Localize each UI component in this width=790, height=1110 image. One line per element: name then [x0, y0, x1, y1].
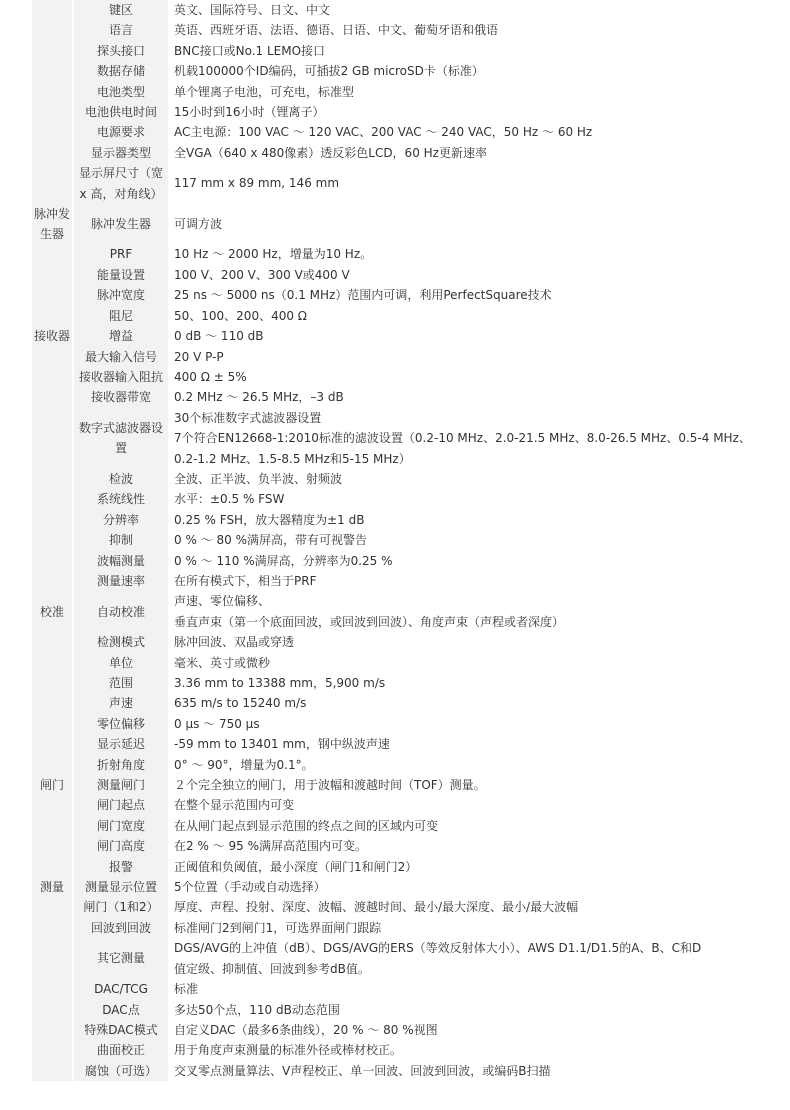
spec-value-cell: [169, 836, 758, 856]
spec-table: [32, 0, 758, 1081]
category-cell: [32, 510, 73, 530]
spec-value: 机载100000个ID编码，可插拔2 GB microSD卡（标准）: [174, 64, 484, 79]
spec-value: 垂直声束（第一个底面回波，或回波到回波）、角度声束（声程或者深度）: [174, 614, 565, 629]
spec-row: [32, 714, 758, 734]
spec-value: 在2 % ～ 95 %满屏高范围内可变。: [174, 839, 367, 854]
category-cell: [32, 204, 73, 244]
spec-value-cell: [169, 489, 758, 509]
spec-value-cell: [169, 367, 758, 387]
spec-value-cell: [169, 510, 758, 530]
spec-value-cell: [169, 755, 758, 775]
spec-name: 折射角度: [96, 757, 145, 772]
spec-name: 语言: [108, 23, 133, 38]
spec-name: 范围: [108, 676, 133, 690]
spec-name-cell: [73, 387, 169, 407]
category-cell: [32, 816, 73, 836]
spec-name: 显示延迟: [96, 737, 145, 752]
spec-name-cell: [73, 673, 169, 693]
category-cell: [32, 122, 73, 142]
spec-value: 30个标准数字式滤波器设置: [174, 410, 322, 425]
spec-row: [32, 897, 758, 917]
spec-name: 特殊DAC模式: [84, 1022, 158, 1037]
spec-name: 显示屏尺寸（宽 x 高，对角线）: [78, 166, 163, 201]
category-cell: [32, 1020, 73, 1040]
spec-row: [32, 571, 758, 591]
category-cell: [32, 82, 73, 102]
spec-value: 毫米、英寸或微秒: [174, 655, 271, 670]
spec-name: 能量设置: [96, 267, 145, 282]
category-cell: [32, 714, 73, 734]
spec-name: 数字式滤波器设置: [78, 420, 163, 456]
spec-name: 电源要求: [96, 125, 145, 140]
spec-row: [32, 1061, 758, 1081]
spec-name: 测量闸门: [96, 778, 145, 793]
spec-value-cell: [169, 1061, 758, 1081]
spec-value-cell: [169, 469, 758, 489]
spec-row: [32, 387, 758, 407]
spec-value: ２个完全独立的闸门，用于波幅和渡越时间（TOF）测量。: [174, 778, 486, 793]
spec-row: [32, 693, 758, 713]
spec-value: 正阈值和负阈值，最小深度（闸门1和闸门2）: [174, 859, 418, 874]
spec-value: 0 μs ～ 750 μs: [174, 716, 260, 731]
spec-name: 自动校准: [96, 604, 145, 619]
spec-value: 单个锂离子电池，可充电，标准型: [174, 84, 355, 99]
spec-name: 脉冲宽度: [96, 288, 145, 303]
spec-value: AC主电源：100 VAC ～ 120 VAC、200 VAC ～ 240 VAC，50 Hz ～ 60 Hz: [174, 125, 593, 140]
category-cell: [32, 61, 73, 81]
spec-value: DGS/AVG的上冲值（dB）、DGS/AVG的ERS（等效反射体大小）、AWS D1.1/D1.5的A、B、C和D: [174, 941, 702, 956]
category-cell: [32, 795, 73, 815]
category-cell: [32, 979, 73, 999]
category-cell: [32, 877, 73, 897]
spec-value: 厚度、声程、投射、深度、波幅、渡越时间、最小/最大深度、最小/最大波幅: [174, 900, 579, 915]
spec-name: 零位偏移: [96, 716, 145, 731]
category-label: 测量: [39, 880, 64, 895]
category-cell: [32, 265, 73, 285]
spec-name-cell: [73, 918, 169, 938]
spec-value: 0° ～ 90°，增量为0.1°。: [174, 757, 314, 772]
category-cell: [32, 367, 73, 387]
spec-name: DAC点: [102, 1002, 140, 1017]
spec-value-cell: [169, 551, 758, 571]
spec-name-cell: [73, 755, 169, 775]
spec-value-cell: [169, 530, 758, 550]
spec-value-cell: [169, 1040, 758, 1060]
spec-value-cell: [169, 20, 758, 40]
spec-row: [32, 408, 758, 469]
category-cell: [32, 1061, 73, 1081]
spec-value-cell: [169, 877, 758, 897]
spec-row: [32, 122, 758, 142]
spec-name: 报警: [108, 859, 133, 874]
spec-value-cell: [169, 387, 758, 407]
category-cell: [32, 387, 73, 407]
spec-value: 0.25 % FSH，放大器精度为±1 dB: [174, 512, 365, 527]
spec-name-cell: [73, 857, 169, 877]
spec-row: [32, 653, 758, 673]
category-cell: [32, 571, 73, 591]
spec-value-cell: [169, 61, 758, 81]
spec-name: 电池供电时间: [84, 105, 157, 120]
category-cell: [32, 20, 73, 40]
spec-value-cell: [169, 938, 758, 979]
category-cell: [32, 591, 73, 632]
spec-row: [32, 673, 758, 693]
spec-name-cell: [73, 551, 169, 571]
category-cell: [32, 408, 73, 469]
spec-value-cell: [169, 734, 758, 754]
spec-value: 20 V P-P: [174, 349, 224, 364]
spec-value-cell: [169, 816, 758, 836]
category-cell: [32, 347, 73, 367]
spec-value: 多达50个点，110 dB动态范围: [174, 1002, 340, 1017]
category-cell: [32, 653, 73, 673]
spec-name-cell: [73, 591, 169, 632]
spec-value-cell: [169, 1000, 758, 1020]
category-label: 脉冲发生器: [33, 207, 70, 242]
spec-value-cell: [169, 102, 758, 122]
spec-name: 闸门高度: [96, 839, 145, 854]
spec-row: [32, 20, 758, 40]
spec-name: 数据存储: [96, 64, 145, 79]
spec-name-cell: [73, 347, 169, 367]
spec-value-cell: [169, 0, 758, 20]
spec-name-cell: [73, 510, 169, 530]
spec-row: [32, 82, 758, 102]
spec-value: 在整个显示范围内可变: [174, 798, 295, 813]
spec-name-cell: [73, 0, 169, 20]
spec-name: 系统线性: [96, 492, 145, 507]
spec-row: [32, 367, 758, 387]
category-cell: [32, 244, 73, 264]
spec-value: 标准: [174, 982, 199, 997]
spec-value-cell: [169, 653, 758, 673]
category-cell: [32, 551, 73, 571]
spec-name-cell: [73, 653, 169, 673]
spec-row: [32, 510, 758, 530]
spec-value: 0 % ～ 80 %满屏高，带有可视警告: [174, 533, 367, 548]
spec-name-cell: [73, 938, 169, 979]
spec-row: [32, 530, 758, 550]
spec-row: [32, 163, 758, 204]
spec-value: 0.2 MHz ～ 26.5 MHz，–3 dB: [174, 390, 344, 405]
spec-row: [32, 1000, 758, 1020]
spec-row: [32, 877, 758, 897]
category-label: 接收器: [33, 329, 70, 344]
spec-value-cell: [169, 408, 758, 469]
spec-value-cell: [169, 1020, 758, 1040]
spec-value-cell: [169, 693, 758, 713]
spec-value-cell: [169, 122, 758, 142]
category-cell: [32, 897, 73, 917]
category-cell: [32, 632, 73, 652]
spec-value-cell: [169, 632, 758, 652]
spec-value-cell: [169, 265, 758, 285]
spec-name-cell: [73, 367, 169, 387]
spec-row: [32, 857, 758, 877]
spec-value-cell: [169, 306, 758, 326]
spec-row: [32, 1040, 758, 1060]
spec-row: [32, 551, 758, 571]
spec-value-cell: [169, 775, 758, 795]
spec-row: [32, 489, 758, 509]
spec-row: [32, 285, 758, 305]
spec-value-cell: [169, 897, 758, 917]
spec-row: [32, 734, 758, 754]
spec-name: DAC/TCG: [94, 982, 148, 997]
spec-name-cell: [73, 1020, 169, 1040]
spec-name-cell: [73, 1040, 169, 1060]
spec-row: [32, 326, 758, 346]
category-cell: [32, 1040, 73, 1060]
category-cell: [32, 285, 73, 305]
spec-value: 0.2-1.2 MHz、1.5-8.5 MHz和5-15 MHz）: [174, 451, 411, 466]
spec-value-cell: [169, 163, 758, 204]
spec-value: BNC接口或No.1 LEMO接口: [174, 43, 326, 58]
spec-name-cell: [73, 897, 169, 917]
spec-value: 交叉零点测量算法、V声程校正、单一回波、回波到回波，或编码B扫描: [174, 1063, 551, 1078]
spec-name: 闸门宽度: [96, 818, 145, 833]
category-cell: [32, 0, 73, 20]
spec-name-cell: [73, 1061, 169, 1081]
spec-name-cell: [73, 408, 169, 469]
spec-name-cell: [73, 82, 169, 102]
spec-name-cell: [73, 469, 169, 489]
category-cell: [32, 836, 73, 856]
spec-table-body: [32, 0, 758, 1081]
category-cell: [32, 489, 73, 509]
spec-value: 3.36 mm to 13388 mm，5,900 m/s: [174, 676, 386, 690]
spec-value-cell: [169, 41, 758, 61]
spec-name-cell: [73, 122, 169, 142]
spec-value: 自定义DAC（最多6条曲线），20 % ～ 80 %视图: [174, 1022, 438, 1037]
spec-name: 其它测量: [96, 951, 145, 966]
spec-value: 635 m/s to 15240 m/s: [174, 696, 307, 711]
spec-value-cell: [169, 82, 758, 102]
spec-value-cell: [169, 591, 758, 632]
spec-value: 声速、零位偏移、: [174, 594, 271, 609]
spec-row: [32, 938, 758, 979]
spec-value: 15小时到16小时（锂离子）: [174, 105, 325, 120]
category-cell: [32, 326, 73, 346]
spec-value: 400 Ω ± 5%: [174, 369, 247, 384]
category-cell: [32, 918, 73, 938]
category-label: 校准: [39, 604, 64, 619]
spec-name: 波幅测量: [96, 553, 145, 568]
spec-name: 阻尼: [108, 308, 133, 323]
spec-name: 抑制: [108, 533, 133, 548]
spec-row: [32, 795, 758, 815]
spec-value: 50、100、200、400 Ω: [174, 308, 307, 323]
spec-name-cell: [73, 41, 169, 61]
spec-name: 检波: [108, 471, 133, 486]
spec-name: 分辨率: [102, 512, 139, 527]
category-cell: [32, 163, 73, 204]
spec-name-cell: [73, 102, 169, 122]
spec-name: PRF: [109, 247, 133, 262]
category-cell: [32, 775, 73, 795]
spec-row: [32, 244, 758, 264]
spec-name: 电池类型: [96, 84, 145, 99]
spec-name-cell: [73, 20, 169, 40]
category-cell: [32, 857, 73, 877]
category-cell: [32, 306, 73, 326]
spec-name-cell: [73, 816, 169, 836]
spec-row: [32, 0, 758, 20]
spec-value: 100 V、200 V、300 V或400 V: [174, 267, 350, 282]
category-cell: [32, 143, 73, 163]
spec-name: 单位: [108, 655, 133, 670]
spec-name: 键区: [108, 3, 133, 17]
spec-row: [32, 816, 758, 836]
spec-row: [32, 306, 758, 326]
spec-name: 声速: [108, 696, 133, 711]
spec-value: 0 % ～ 110 %满屏高，分辨率为0.25 %: [174, 553, 393, 568]
spec-row: [32, 102, 758, 122]
spec-value-cell: [169, 347, 758, 367]
spec-value: -59 mm to 13401 mm，钢中纵波声速: [174, 737, 390, 752]
spec-name-cell: [73, 285, 169, 305]
spec-value: 水平：±0.5 % FSW: [174, 492, 285, 507]
spec-value: 英文、国际符号、日文、中文: [174, 3, 331, 17]
spec-value-cell: [169, 285, 758, 305]
spec-value: 在所有模式下，相当于PRF: [174, 573, 317, 588]
spec-name-cell: [73, 143, 169, 163]
spec-name: 检测模式: [96, 635, 145, 650]
spec-name-cell: [73, 693, 169, 713]
spec-name: 显示器类型: [90, 145, 151, 160]
spec-value: 在从闸门起点到显示范围的终点之间的区域内可变: [174, 818, 439, 833]
spec-value: 5个位置（手动或自动选择）: [174, 880, 326, 895]
spec-value: 10 Hz ～ 2000 Hz，增量为10 Hz。: [174, 247, 373, 262]
spec-value-cell: [169, 143, 758, 163]
spec-name-cell: [73, 632, 169, 652]
category-label: 闸门: [39, 778, 64, 793]
category-cell: [32, 755, 73, 775]
spec-value: 英语、西班牙语、法语、德语、日语、中文、葡萄牙语和俄语: [174, 23, 499, 38]
spec-name: 接收器带宽: [90, 390, 151, 405]
spec-value: 用于角度声束测量的标准外径或棒材校正。: [174, 1043, 403, 1058]
spec-row: [32, 41, 758, 61]
spec-name: 最大输入信号: [84, 349, 157, 364]
spec-row: [32, 204, 758, 244]
spec-name: 脉冲发生器: [90, 217, 151, 232]
category-cell: [32, 734, 73, 754]
spec-row: [32, 979, 758, 999]
spec-name-cell: [73, 775, 169, 795]
spec-value-cell: [169, 714, 758, 734]
spec-value: 全波、正半波、负半波、射频波: [174, 471, 343, 486]
spec-name: 回波到回波: [90, 920, 151, 935]
spec-name-cell: [73, 877, 169, 897]
spec-name: 接收器输入阻抗: [78, 369, 163, 384]
spec-name: 闸门（1和2）: [83, 900, 159, 915]
spec-value-cell: [169, 979, 758, 999]
spec-name-cell: [73, 61, 169, 81]
spec-value: 值定级、抑制值、回波到参考dB值。: [174, 961, 370, 976]
category-cell: [32, 530, 73, 550]
spec-value: 标准闸门2到闸门1，可选界面闸门跟踪: [174, 920, 382, 935]
spec-name-cell: [73, 571, 169, 591]
spec-row: [32, 265, 758, 285]
spec-name-cell: [73, 795, 169, 815]
category-cell: [32, 693, 73, 713]
category-cell: [32, 102, 73, 122]
spec-row: [32, 469, 758, 489]
spec-value-cell: [169, 326, 758, 346]
spec-name-cell: [73, 530, 169, 550]
spec-name: 探头接口: [96, 43, 145, 58]
spec-name-cell: [73, 163, 169, 204]
category-cell: [32, 41, 73, 61]
spec-value-cell: [169, 571, 758, 591]
spec-name: 腐蚀（可选）: [84, 1063, 157, 1078]
spec-value: 可调方波: [174, 217, 223, 232]
spec-value-cell: [169, 244, 758, 264]
spec-row: [32, 1020, 758, 1040]
category-cell: [32, 938, 73, 979]
spec-value-cell: [169, 918, 758, 938]
spec-row: [32, 775, 758, 795]
spec-row: [32, 836, 758, 856]
spec-value-cell: [169, 795, 758, 815]
spec-name: 测量显示位置: [84, 880, 157, 895]
spec-value: 25 ns ～ 5000 ns（0.1 MHz）范围内可调，利用PerfectSquare技术: [174, 288, 552, 303]
spec-name-cell: [73, 489, 169, 509]
spec-name-cell: [73, 306, 169, 326]
spec-name-cell: [73, 1000, 169, 1020]
spec-row: [32, 918, 758, 938]
spec-name-cell: [73, 326, 169, 346]
spec-name-cell: [73, 265, 169, 285]
spec-row: [32, 755, 758, 775]
spec-value-cell: [169, 204, 758, 244]
spec-name-cell: [73, 979, 169, 999]
spec-value: 7个符合EN12668-1:2010标准的滤波设置（0.2-10 MHz、2.0-21.5 MHz、8.0-26.5 MHz、0.5-4 MHz、: [174, 431, 751, 446]
spec-value-cell: [169, 673, 758, 693]
spec-name-cell: [73, 734, 169, 754]
spec-name: 增益: [108, 329, 133, 344]
spec-value: 0 dB ～ 110 dB: [174, 329, 264, 344]
category-cell: [32, 1000, 73, 1020]
spec-row: [32, 632, 758, 652]
spec-name-cell: [73, 714, 169, 734]
category-cell: [32, 469, 73, 489]
spec-value-cell: [169, 857, 758, 877]
spec-name: 曲面校正: [96, 1043, 145, 1058]
spec-row: [32, 143, 758, 163]
spec-value: 脉冲回波、双晶或穿透: [174, 635, 295, 650]
spec-value: 117 mm x 89 mm, 146 mm: [174, 176, 340, 191]
spec-row: [32, 591, 758, 632]
spec-name-cell: [73, 204, 169, 244]
spec-row: [32, 61, 758, 81]
spec-value: 全VGA（640 x 480像素）透反彩色LCD，60 Hz更新速率: [174, 145, 487, 160]
spec-name-cell: [73, 244, 169, 264]
spec-row: [32, 347, 758, 367]
spec-name: 闸门起点: [96, 798, 145, 813]
spec-name: 测量速率: [96, 573, 145, 588]
category-cell: [32, 673, 73, 693]
spec-name-cell: [73, 836, 169, 856]
